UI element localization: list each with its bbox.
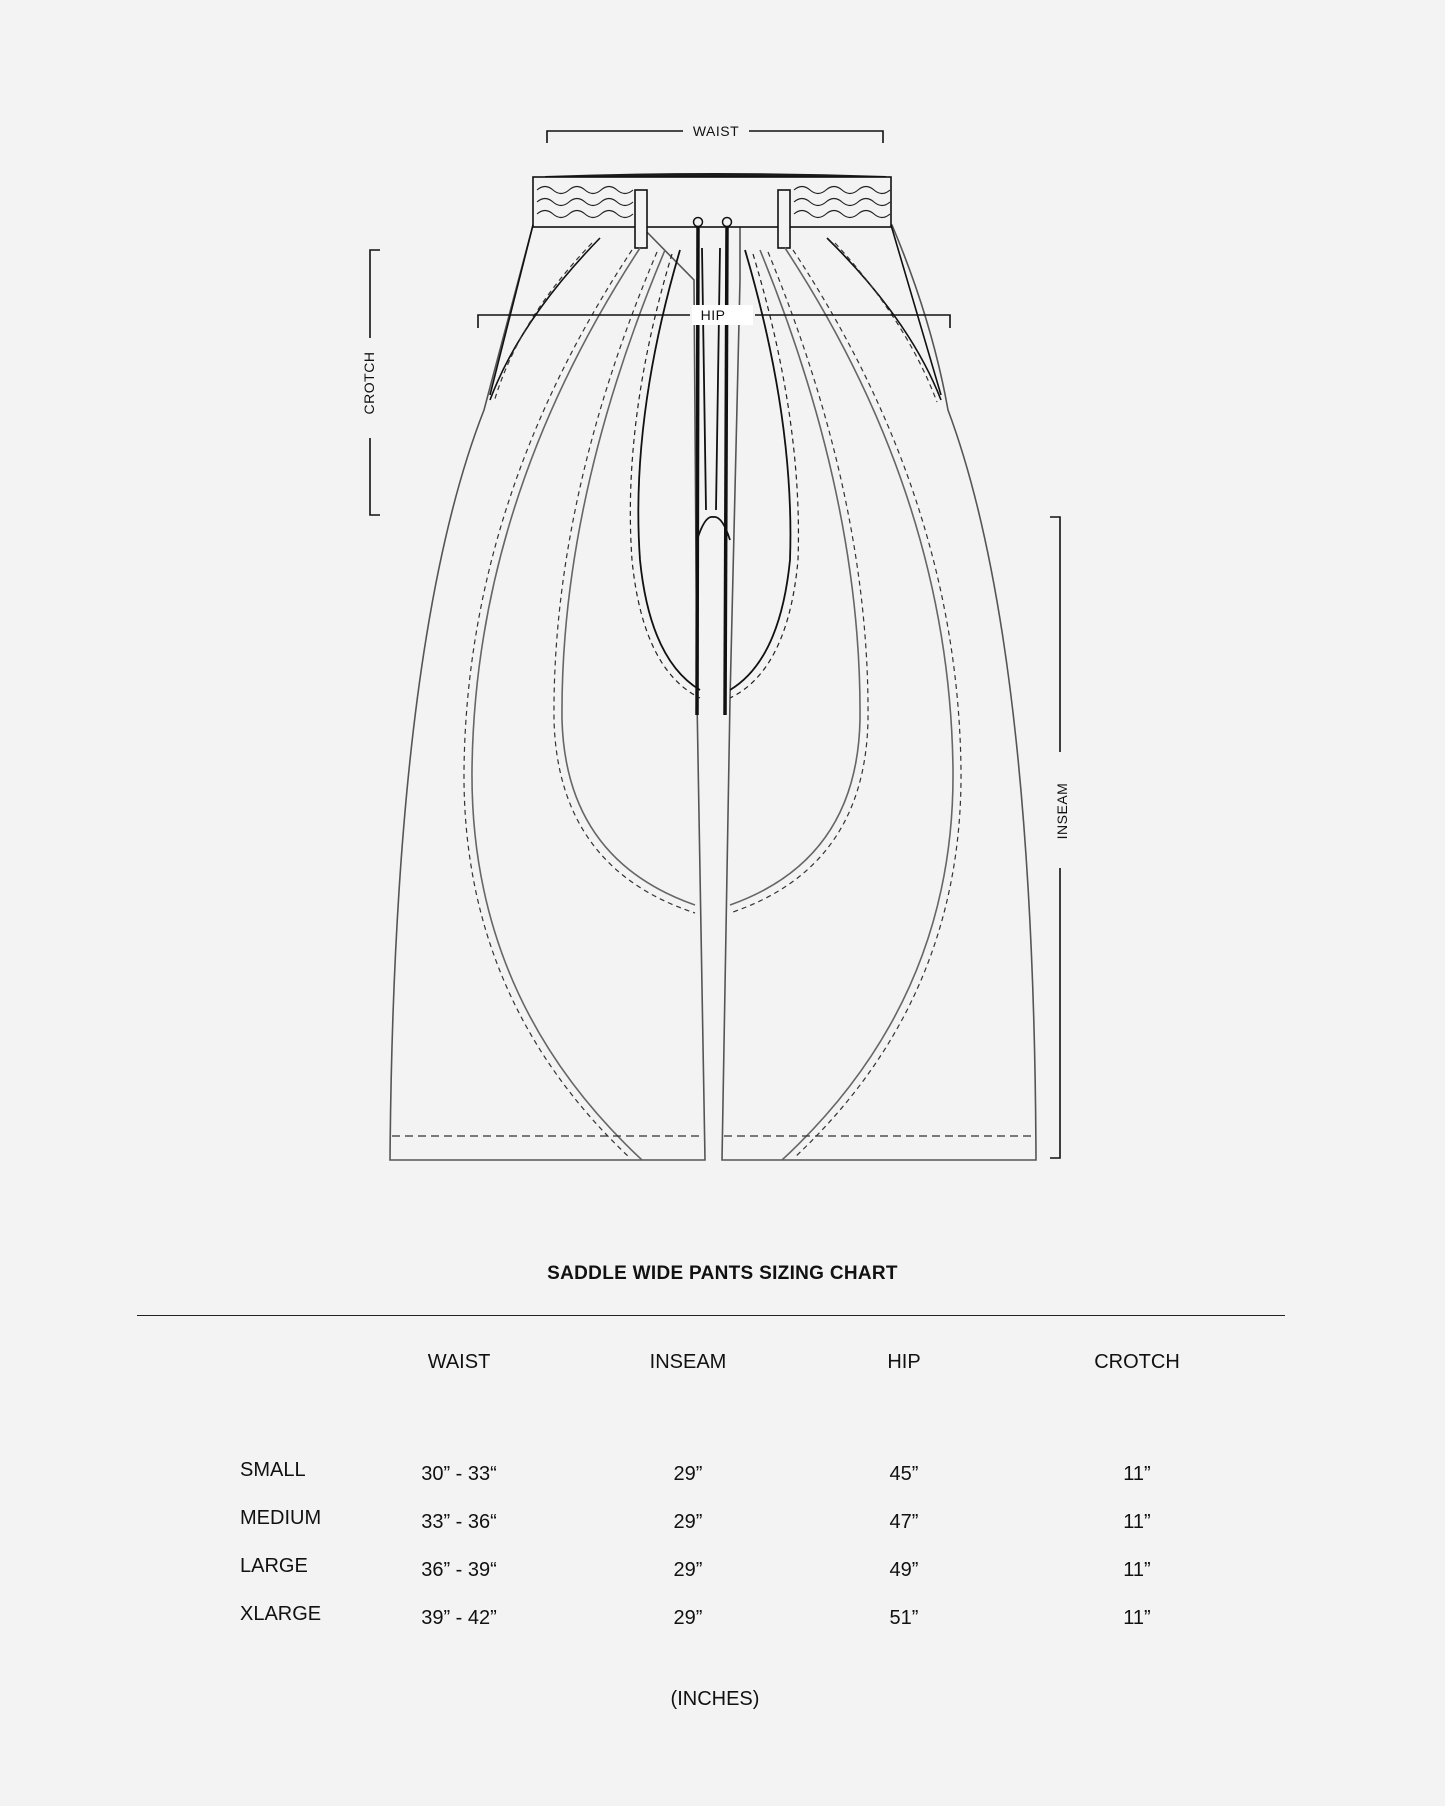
cell-medium-waist: 33” - 36“ [421,1511,497,1533]
inseam-measure-label: INSEAM [1054,782,1070,840]
crotch-measure-label: CROTCH [361,351,377,415]
cell-large-hip: 49” [889,1559,919,1581]
cell-small-waist: 30” - 33“ [421,1463,497,1485]
pants-outline [390,225,1036,1160]
cell-large-inseam: 29” [673,1559,703,1581]
column-header-waist: WAIST [427,1351,491,1373]
cell-small-hip: 45” [889,1463,919,1485]
cell-large-crotch: 11” [1123,1559,1151,1581]
cell-xlarge-inseam: 29” [673,1607,703,1629]
column-header-hip: HIP [887,1351,921,1373]
cell-small-inseam: 29” [673,1463,703,1485]
drawstring [694,218,732,716]
cell-small-crotch: 11” [1123,1463,1151,1485]
hip-measure-label: HIP [700,307,726,323]
cell-xlarge-waist: 39” - 42” [421,1607,497,1629]
chart-divider [137,1315,1285,1316]
column-header-crotch: CROTCH [1094,1351,1180,1373]
cell-medium-hip: 47” [889,1511,919,1533]
cell-xlarge-hip: 51” [889,1607,919,1629]
cell-xlarge-crotch: 11” [1123,1607,1151,1629]
waist-measure-label: WAIST [692,123,740,139]
cell-medium-inseam: 29” [673,1511,703,1533]
row-label-medium: MEDIUM [240,1507,322,1529]
row-label-xlarge: XLARGE [240,1603,322,1625]
units-note: (INCHES) [670,1688,760,1710]
cell-medium-crotch: 11” [1123,1511,1151,1533]
cell-large-waist: 36” - 39“ [421,1559,497,1581]
chart-title: SADDLE WIDE PANTS SIZING CHART [547,1263,898,1284]
column-header-inseam: INSEAM [649,1351,727,1373]
row-label-small: SMALL [240,1459,306,1481]
row-label-large: LARGE [240,1555,308,1577]
